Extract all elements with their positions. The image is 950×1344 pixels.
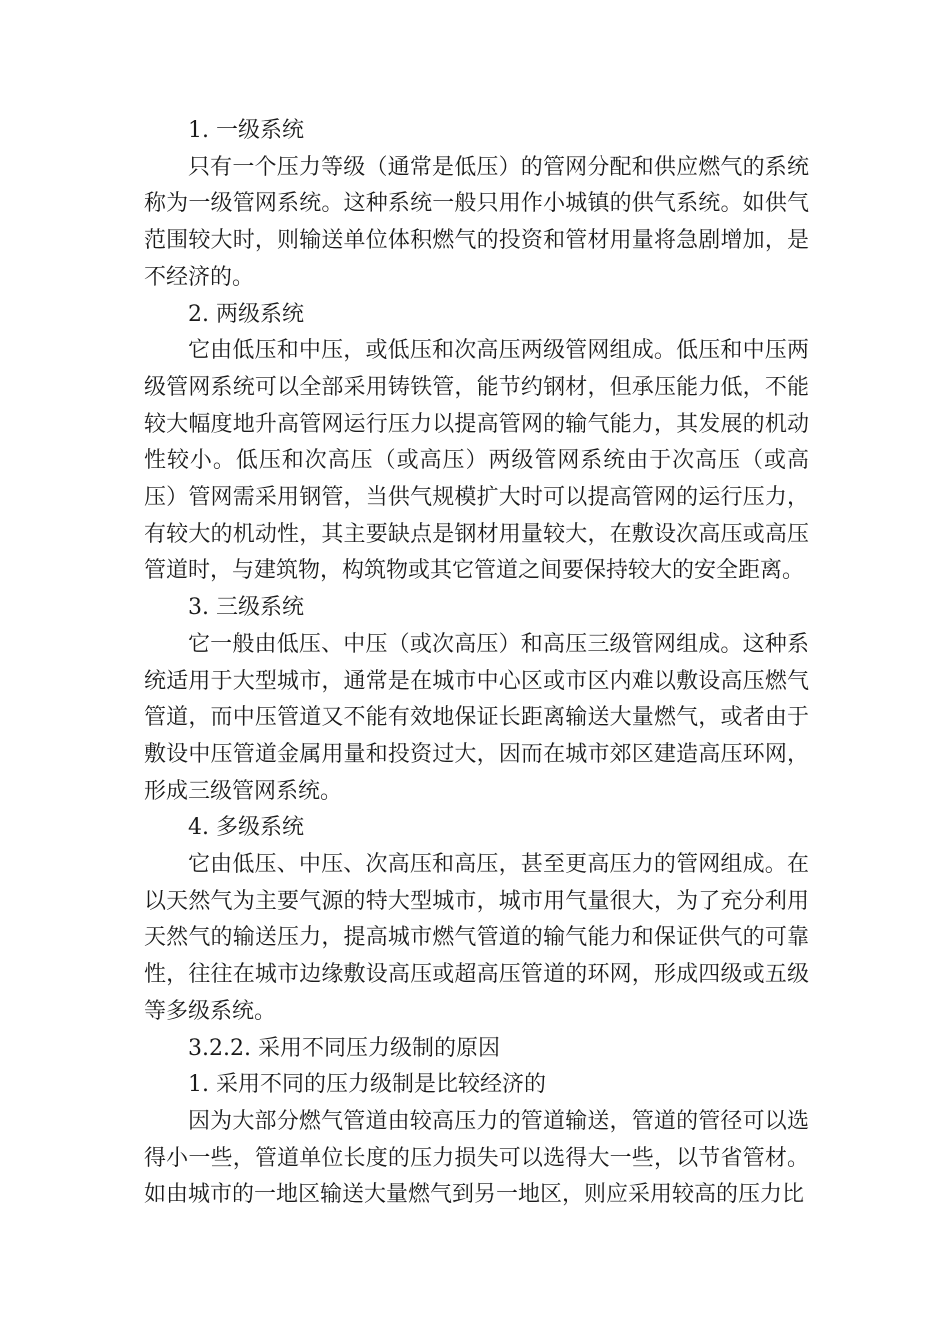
section-paragraph-3: 它一般由低压、中压（或次高压）和高压三级管网组成。这种系统适用于大型城市，通常是在城市中心区或市区内难以敷设高压燃气管道，而中压管道又不能有效地保证长距离输送大量燃气，或者由于敷设中压管道金属用量和投资过大，因而在城市郊区建造高压环网，形成三级管网系统。 (144, 631, 809, 804)
section-paragraph-1: 只有一个压力等级（通常是低压）的管网分配和供应燃气的系统称为一级管网系统。这种系统一般只用作小城镇的供气系统。如供气范围较大时，则输送单位体积燃气的投资和管材用量将急剧增加，是不经济的。 (144, 154, 809, 290)
subsection-heading-3-2-2: 3.2.2. 采用不同压力级制的原因 (188, 1035, 500, 1061)
subsection-paragraph-1: 因为大部分燃气管道由较高压力的管道输送，管道的管径可以选得小一些，管道单位长度的压力损失可以选得大一些，以节省管材。如由城市的一地区输送大量燃气到另一地区，则应采用较高的压力比 (144, 1108, 809, 1208)
section-paragraph-2: 它由低压和中压，或低压和次高压两级管网组成。低压和中压两级管网系统可以全部采用铸铁管，能节约钢材，但承压能力低，不能较大幅度地升高管网运行压力以提高管网的输气能力，其发展的机动性较小。低压和次高压（或高压）两级管网系统由于次高压（或高压）管网需采用钢管，当供气规模扩大时可以提高管网的运行压力，有较大的机动性，其主要缺点是钢材用量较大，在敷设次高压或高压管道时，与建筑物，构筑物或其它管道之间要保持较大的安全距离。 (144, 338, 809, 584)
section-heading-3: 3. 三级系统 (188, 595, 304, 621)
section-heading-1: 1. 一级系统 (188, 118, 304, 143)
document-body (144, 113, 809, 1214)
subsection-item-heading-1: 1. 采用不同的压力级制是比较经济的 (188, 1072, 546, 1098)
section-paragraph-4: 它由低压、中压、次高压和高压，甚至更高压力的管网组成。在以天然气为主要气源的特大型城市，城市用气量很大，为了充分利用天然气的输送压力，提高城市燃气管道的输气能力和保证供气的可靠性，往往在城市边缘敷设高压或超高压管道的环网，形成四级或五级等多级系统。 (144, 852, 809, 1024)
section-heading-2: 2. 两级系统 (188, 301, 304, 327)
section-heading-4: 4. 多级系统 (188, 815, 304, 841)
